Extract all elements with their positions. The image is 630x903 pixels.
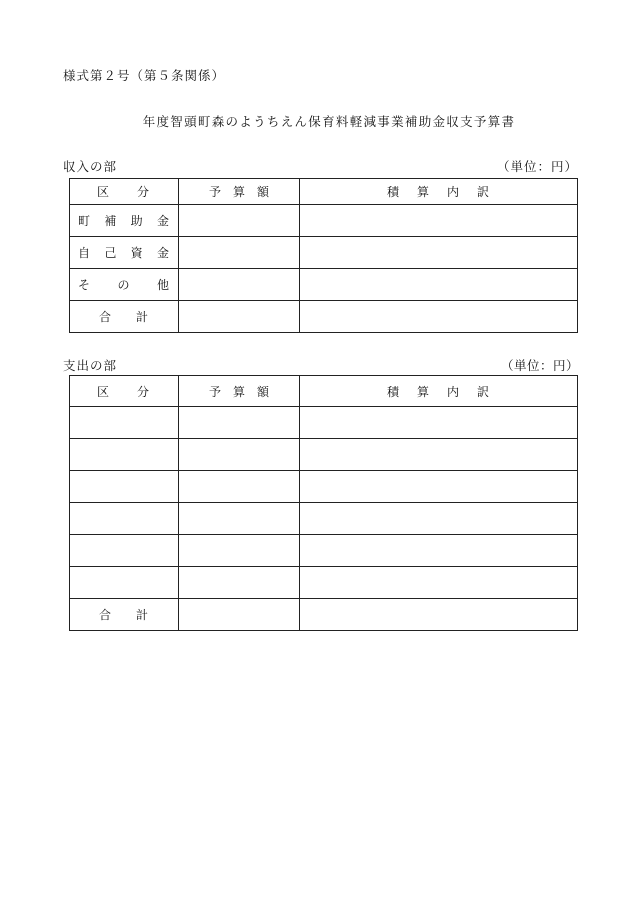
income-total-budget-cell[interactable]: [179, 301, 300, 333]
expense-breakdown-cell[interactable]: [300, 503, 578, 535]
header-category: 区 分: [70, 179, 179, 205]
header-breakdown: 積 算 内 訳: [300, 179, 578, 205]
expense-category-cell[interactable]: [70, 503, 179, 535]
income-breakdown-cell[interactable]: [300, 205, 578, 237]
form-number: 様式第２号（第５条関係）: [63, 68, 226, 83]
expense-breakdown-cell[interactable]: [300, 471, 578, 503]
expense-budget-cell[interactable]: [179, 407, 300, 439]
header-budget: 予 算 額: [179, 376, 300, 407]
expense-header-row: [70, 376, 578, 407]
expense-total-budget-cell[interactable]: [179, 599, 300, 631]
income-row-town-subsidy: [70, 205, 578, 237]
expense-unit-label: （単位：円）: [501, 358, 580, 373]
expense-budget-cell[interactable]: [179, 439, 300, 471]
income-breakdown-cell[interactable]: [300, 269, 578, 301]
expense-category-cell[interactable]: [70, 407, 179, 439]
expense-category-cell[interactable]: [70, 471, 179, 503]
expense-row: [70, 567, 578, 599]
income-unit-label: （単位：円）: [497, 159, 579, 174]
expense-total-label: 合 計: [70, 599, 179, 631]
expense-budget-cell[interactable]: [179, 535, 300, 567]
expense-row: [70, 471, 578, 503]
income-breakdown-cell[interactable]: [300, 237, 578, 269]
expense-breakdown-cell[interactable]: [300, 439, 578, 471]
expense-category-cell[interactable]: [70, 535, 179, 567]
expense-row: [70, 535, 578, 567]
expense-budget-cell[interactable]: [179, 471, 300, 503]
income-budget-cell[interactable]: [179, 237, 300, 269]
header-budget: 予 算 額: [179, 179, 300, 205]
income-table: [69, 178, 578, 333]
expense-breakdown-cell[interactable]: [300, 567, 578, 599]
expense-section-title: 支出の部: [63, 358, 118, 373]
income-row-other: [70, 269, 578, 301]
income-category-cell: 自 己 資 金: [70, 237, 179, 269]
income-header-row: [70, 179, 578, 205]
expense-breakdown-cell[interactable]: [300, 407, 578, 439]
expense-budget-cell[interactable]: [179, 503, 300, 535]
income-budget-cell[interactable]: [179, 205, 300, 237]
income-category-cell: 町 補 助 金: [70, 205, 179, 237]
income-total-row: [70, 301, 578, 333]
header-breakdown: 積 算 内 訳: [300, 376, 578, 407]
expense-row: [70, 503, 578, 535]
income-section-title: 収入の部: [63, 159, 118, 174]
expense-table: [69, 375, 578, 631]
expense-total-breakdown-cell[interactable]: [300, 599, 578, 631]
income-row-own-funds: [70, 237, 578, 269]
expense-total-row: [70, 599, 578, 631]
income-budget-cell[interactable]: [179, 269, 300, 301]
expense-budget-cell[interactable]: [179, 567, 300, 599]
expense-row: [70, 439, 578, 471]
income-total-label: 合 計: [70, 301, 179, 333]
income-total-breakdown-cell[interactable]: [300, 301, 578, 333]
expense-category-cell[interactable]: [70, 439, 179, 471]
expense-breakdown-cell[interactable]: [300, 535, 578, 567]
income-category-cell: そ の 他: [70, 269, 179, 301]
document-title: 年度智頭町森のようちえん保育料軽減事業補助金収支予算書: [142, 114, 516, 129]
header-category: 区 分: [70, 376, 179, 407]
expense-row: [70, 407, 578, 439]
expense-category-cell[interactable]: [70, 567, 179, 599]
